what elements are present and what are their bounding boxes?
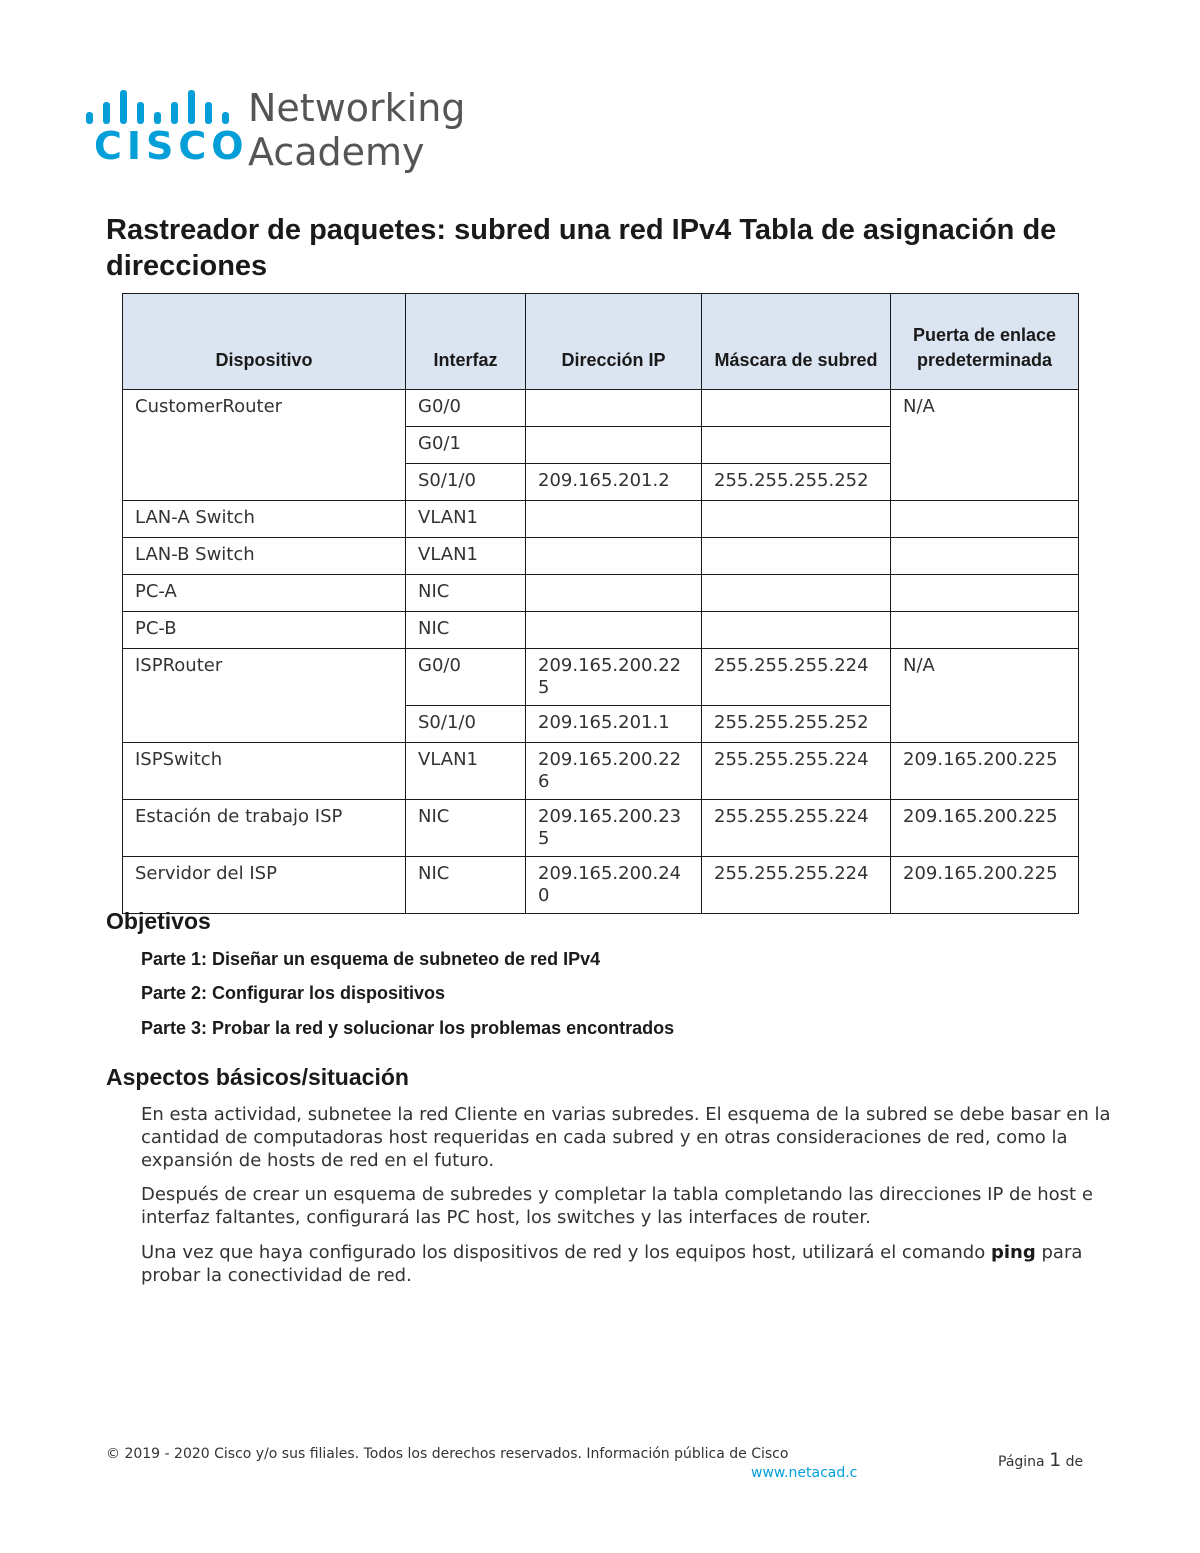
page-label: Página — [998, 1454, 1045, 1470]
header-dispositivo: Dispositivo — [123, 294, 406, 390]
cell-gateway: 209.165.200.225 — [891, 800, 1079, 857]
cell-gateway — [891, 501, 1079, 538]
cell-mask: 255.255.255.252 — [702, 706, 891, 743]
cell-device: LAN-B Switch — [123, 538, 406, 575]
cell-gateway: N/A — [891, 649, 1079, 743]
cell-device: Estación de trabajo ISP — [123, 800, 406, 857]
cell-ip — [526, 575, 702, 612]
cell-interface: NIC — [406, 612, 526, 649]
cell-gateway — [891, 538, 1079, 575]
logo-academy-text: Academy — [248, 130, 425, 174]
cell-ip: 209.165.200.235 — [526, 800, 702, 857]
table-row — [123, 612, 1079, 649]
header-mascara: Máscara de subred — [702, 294, 891, 390]
table-row — [123, 501, 1079, 538]
cell-ip: 209.165.201.2 — [526, 464, 702, 501]
cell-mask — [702, 390, 891, 427]
background-paragraph-1: En esta actividad, subnetee la red Cliente en varias subredes. El esquema de la subred se debe basar en la cantidad de computadoras host requeridas en cada subred y en otras consideraciones de red, como la expansión de hosts de red en el futuro. — [141, 1104, 1111, 1171]
objective-item: Parte 3: Probar la red y solucionar los problemas encontrados — [141, 1018, 675, 1038]
footer-copyright: © 2019 - 2020 Cisco y/o sus filiales. Todos los derechos reservados. Información pública de Cisco — [106, 1446, 789, 1462]
cell-ip — [526, 390, 702, 427]
page-number: 1 — [1049, 1449, 1062, 1471]
cell-mask: 255.255.255.252 — [702, 464, 891, 501]
cell-mask — [702, 501, 891, 538]
cell-device: ISPRouter — [123, 649, 406, 743]
cell-interface: VLAN1 — [406, 538, 526, 575]
background-paragraph-2: Después de crear un esquema de subredes y completar la tabla completando las direcciones IP de host e interfaz faltantes, configurará las PC host, los switches y las interfaces de router. — [141, 1184, 1093, 1228]
cell-mask — [702, 612, 891, 649]
cell-interface: S0/1/0 — [406, 464, 526, 501]
cell-interface: G0/1 — [406, 427, 526, 464]
paragraph-3-text-after: para probar la conectividad de red. — [141, 1242, 1083, 1286]
cell-ip: 209.165.200.226 — [526, 743, 702, 800]
cell-ip: 209.165.200.240 — [526, 857, 702, 914]
objective-item: Parte 1: Diseñar un esquema de subneteo de red IPv4 — [141, 949, 601, 969]
cell-device: ISPSwitch — [123, 743, 406, 800]
cell-gateway: 209.165.200.225 — [891, 743, 1079, 800]
table-row — [123, 743, 1079, 800]
cell-mask: 255.255.255.224 — [702, 800, 891, 857]
cell-mask: 255.255.255.224 — [702, 743, 891, 800]
cell-ip: 209.165.200.225 — [526, 649, 702, 706]
cell-gateway: 209.165.200.225 — [891, 857, 1079, 914]
table-row — [123, 857, 1079, 914]
background-heading: Aspectos básicos/situación — [106, 1064, 409, 1090]
cell-device: Servidor del ISP — [123, 857, 406, 914]
objectives-heading: Objetivos — [106, 908, 211, 934]
document-title: Rastreador de paquetes: subred una red IPv4 Tabla de asignación de direcciones — [106, 214, 1057, 282]
table-row — [123, 649, 1079, 706]
ping-command: ping — [990, 1242, 1036, 1263]
cell-interface: NIC — [406, 857, 526, 914]
cell-ip — [526, 538, 702, 575]
cell-gateway: N/A — [891, 390, 1079, 501]
cell-device: PC-A — [123, 575, 406, 612]
addressing-table — [122, 293, 1079, 914]
cell-interface: NIC — [406, 800, 526, 857]
table-header-row — [123, 294, 1079, 390]
table-row — [123, 390, 1079, 427]
background-paragraph-3 — [141, 1241, 1116, 1287]
header-direccion-ip: Dirección IP — [526, 294, 702, 390]
header-interfaz: Interfaz — [406, 294, 526, 390]
cell-gateway — [891, 612, 1079, 649]
table-row — [123, 575, 1079, 612]
header-puerta-enlace: Puerta de enlace predeterminada — [891, 294, 1079, 390]
cell-mask: 255.255.255.224 — [702, 649, 891, 706]
footer-netacad-link[interactable]: www.netacad.c — [751, 1465, 858, 1481]
cell-ip — [526, 427, 702, 464]
cell-mask — [702, 575, 891, 612]
cell-interface: G0/0 — [406, 390, 526, 427]
cisco-bars-icon — [86, 90, 234, 124]
cell-ip — [526, 612, 702, 649]
cell-interface: VLAN1 — [406, 743, 526, 800]
table-row — [123, 800, 1079, 857]
cell-mask — [702, 538, 891, 575]
cell-interface: G0/0 — [406, 649, 526, 706]
cell-device: LAN-A Switch — [123, 501, 406, 538]
cell-gateway — [891, 575, 1079, 612]
cell-interface: S0/1/0 — [406, 706, 526, 743]
cell-ip — [526, 501, 702, 538]
cell-interface: NIC — [406, 575, 526, 612]
cell-mask: 255.255.255.224 — [702, 857, 891, 914]
cisco-networking-academy-logo — [86, 86, 466, 182]
objective-item: Parte 2: Configurar los dispositivos — [141, 983, 446, 1003]
cell-interface: VLAN1 — [406, 501, 526, 538]
cell-device: CustomerRouter — [123, 390, 406, 501]
cell-device: PC-B — [123, 612, 406, 649]
table-row — [123, 538, 1079, 575]
cisco-wordmark: CISCO — [94, 124, 249, 168]
paragraph-3-text-before: Una vez que haya configurado los dispositivos de red y los equipos host, utilizará el comando — [141, 1242, 986, 1263]
cell-mask — [702, 427, 891, 464]
page-of: de — [1065, 1454, 1084, 1470]
footer-page-number — [998, 1450, 1083, 1472]
cell-ip: 209.165.201.1 — [526, 706, 702, 743]
logo-networking-text: Networking — [248, 86, 466, 130]
